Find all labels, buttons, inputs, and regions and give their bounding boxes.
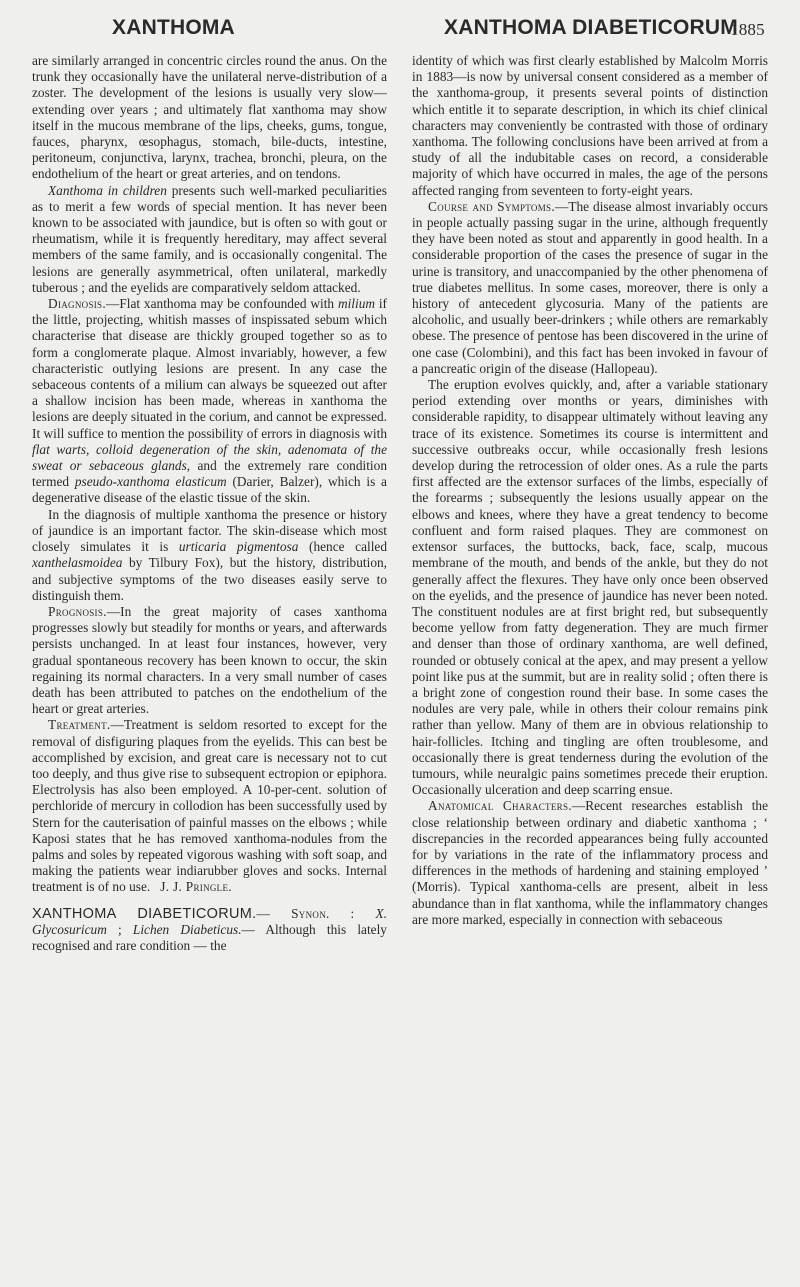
treatment-paragraph bbox=[32, 717, 387, 895]
children-heading: Xanthoma in children bbox=[48, 182, 167, 198]
diagnosis-term-milium: milium bbox=[337, 296, 376, 312]
entry-synonym-label: — Synon. : bbox=[256, 905, 376, 921]
diagnosis-heading: Diagnosis. bbox=[48, 296, 106, 312]
course-paragraph bbox=[412, 199, 768, 377]
entry-synonym-1: X. Glycosuricum bbox=[32, 905, 387, 937]
diagnosis-text-b: if the little, projecting, whitish masses of inspissated sebum which characterise that disease are thickly grouped together so as to form a conglomerate plaque. Almost invariably, however, a few characteristic outlying lesions are present. In any case the sebaceous contents of a milium can always be squeezed out after a shallow incision has been made, whereas in xanthoma the lesions are deeply situated in the corium, and cannot be expressed. It will suffice to mention the possibility of errors in diagnosis with bbox=[32, 296, 387, 441]
header-right-title: XANTHOMA DIABETICORUM bbox=[444, 16, 738, 39]
left-paragraph-children bbox=[32, 183, 387, 296]
diagnosis-text-d: (Darier, Balzer), which is a degenerative disease of the elastic tissue of the skin. bbox=[32, 474, 387, 506]
term-urticaria: urticaria pigmentosa bbox=[178, 539, 299, 555]
header-left-title: XANTHOMA bbox=[112, 16, 235, 39]
course-text: —The disease almost invariably occurs in people actually passing sugar in the urine, although frequently they have been noted as stout and apparently in good health. In a considerable proportion of the cases the presence of sugar in the urine is transitory, and unaccompanied by the other phenomena of true diabetes mellitus. In some cases, moreover, there is only a history of antecedent glycosuria. Many of the patients are alcoholic, and usually beer-drinkers ; while others are remarkably obese. The presence of pentose has been discovered in the urine of one case (Colombini), and this fact has been invoked in favour of a pancreatic origin of the disease (Hallopeau). bbox=[412, 198, 768, 376]
children-text: presents such well-marked peculiarities as to merit a few words of special mention. It has never been known to be associated with jaundice, but is often so with gout or rheumatism, while it is frequently hereditary, may affect several members of the same family, and is occasionally congenital. The lesions are generally asymmetrical, often unilateral, markedly tuberous ; and the eyelids are comparatively seldom attacked. bbox=[32, 182, 387, 295]
treatment-text: —Treatment is seldom resorted to except for the removal of disfiguring plaques from the eyelids. This can best be accomplished by excision, and great care is necessary not to cut too deeply, and thus give rise to subsequent ectropion or epiphora. Electrolysis has also been employed. A 10-per-cent. solution of perchloride of mercury in collodion has been successfully used by Stern for the cauterisation of painful masses on the elbows ; while Kaposi states that he has removed xanthoma-nodules from the palms and soles by repeated vigorous washing with soft soap, and making the patients wear indiarubber gloves and socks. Internal treatment is of no use. bbox=[32, 717, 387, 895]
anatomical-heading: Anatomical Characters. bbox=[428, 798, 572, 814]
multiple-diagnosis-paragraph bbox=[32, 507, 387, 604]
anatomical-paragraph bbox=[412, 798, 768, 928]
treatment-heading: Treatment. bbox=[48, 717, 111, 733]
eruption-paragraph: The eruption evolves quickly, and, after a variable stationary period extending over months or years, diminishes with considerable rapidity, to disappear ultimately without leaving any trace of its existence. Sometimes its course is intermittent and successive outbreaks occur, while occasionally fresh lesions develop during the retrocession of older ones. As a rule the parts first affected are the extensor surfaces of the limbs, especially of the forearms ; subsequently the lesions usually appear on the elbows and knees, where they have a great tendency to become confluent and form raised plaques. They are commonest on extensor surfaces, the buttocks, back, face, scalp, mucous membrane of the mouth, and bends of the ankle, but they do not generally affect the flexures. They have only once been observed on the eyelids, and the presence of jaundice has never been noted. The constituent nodules are at first bright red, but subsequently become yellow from fatty degeneration. They are much firmer and denser than those of ordinary xanthoma, are well defined, rounded or obtusely conical at the apex, and may present a yellow point like pus at the summit, but are in reality solid ; often there is a bright zone of congestion round their base. In some cases the nodules are very pale, while in others their colour remains pink rather than yellow. Many of them are in obvious relationship to hair-follicles. Itching and tingling are often troublesome, and occasionally there is great tenderness during the evolution of the tumours, while neuralgic pains sometimes precede their eruption. Occasionally ulceration and deep scarring ensue. bbox=[412, 377, 768, 798]
entry-heading: XANTHOMA DIABETICORUM. bbox=[32, 905, 257, 922]
diagnosis-text-c: , and the extremely rare condition termed bbox=[32, 458, 387, 490]
entry-text: — Although this lately recognised and rare condition — the bbox=[32, 921, 387, 953]
entry-separator: ; bbox=[106, 921, 133, 937]
diagnosis-term-pseudo: pseudo-xanthoma elasticum bbox=[74, 474, 227, 490]
running-header bbox=[0, 6, 800, 46]
prognosis-paragraph bbox=[32, 604, 387, 717]
left-column bbox=[32, 53, 387, 954]
prognosis-text: —In the great majority of cases xanthoma progresses slowly but steadily for months or years, and afterwards persists unchanged. In at least four instances, however, very gradual spontaneous recovery has been known to occur, the skin regaining its normal characters. In a very small number of cases death has been attributed to patches on the endothelium of the heart or great arteries. bbox=[32, 603, 387, 717]
prognosis-heading: Prognosis. bbox=[48, 603, 107, 619]
course-heading: Course and Symptoms. bbox=[428, 198, 555, 214]
page-number: 1885 bbox=[730, 20, 765, 39]
entry-synonym-2: Lichen Diabeticus. bbox=[132, 921, 242, 937]
right-paragraph-1: identity of which was first clearly established by Malcolm Morris in 1883—is now by universal consent considered as a member of the xanthoma-group, it presents several points of distinction which entitle it to separate description, in which its chief clinical characters may conveniently be contrasted with those of ordinary xanthoma. The following conclusions have been arrived at from a study of all the indubitable cases on record, a considerable majority of which have occurred in males, the age of the persons affected ranging from seventeen to forty-eight years. bbox=[412, 53, 768, 198]
author-signature: J. J. Pringle. bbox=[160, 879, 232, 895]
diagnosis-terms-errors: flat warts, colloid degeneration of the skin, adenomata of the sweat or sebaceous glands bbox=[32, 441, 387, 474]
multiple-text-c: by Tilbury Fox), but the history, distribution, and subjective symptoms of the two diseases easily serve to distinguish them. bbox=[32, 555, 387, 603]
left-paragraph-1: are similarly arranged in concentric circles round the anus. On the trunk they occasionally have the unilateral nerve-distribution of a zoster. The development of the lesions is usually very slow—extending over years ; and ultimately flat xanthoma may show itself in the mucous membrane of the lips, cheeks, gums, tongue, fauces, pharynx, œsophagus, stomach, bile-ducts, intestine, peritoneum, conjunctiva, larynx, trachea, bronchi, pleura, on the endothelium of the heart or great arteries, and on tendons. bbox=[32, 53, 387, 182]
entry-paragraph bbox=[32, 906, 387, 955]
right-column bbox=[412, 53, 768, 928]
multiple-text-a: In the diagnosis of multiple xanthoma the presence or history of jaundice is an important factor. The skin-disease which most closely simulates it is bbox=[32, 506, 387, 555]
diagnosis-paragraph bbox=[32, 296, 387, 507]
term-xanthelasmoidea: xanthelasmoidea bbox=[32, 555, 123, 571]
diagnosis-text-a: —Flat xanthoma may be confounded with bbox=[106, 296, 338, 312]
anatomical-text: —Recent researches establish the close relationship between ordinary and diabetic xanthoma ; ‘ discrepancies in the recorded appearances being fully accounted for by variations in the rate of the inflammatory process and differences in the methods of hardening and staining employed ’ (Morris). Typical xanthoma-cells are present, albeit in less abundance than in flat xanthoma, while the inflammatory changes are more marked, especially in connection with sebaceous bbox=[412, 798, 768, 927]
multiple-text-b: (hence called bbox=[298, 539, 387, 555]
